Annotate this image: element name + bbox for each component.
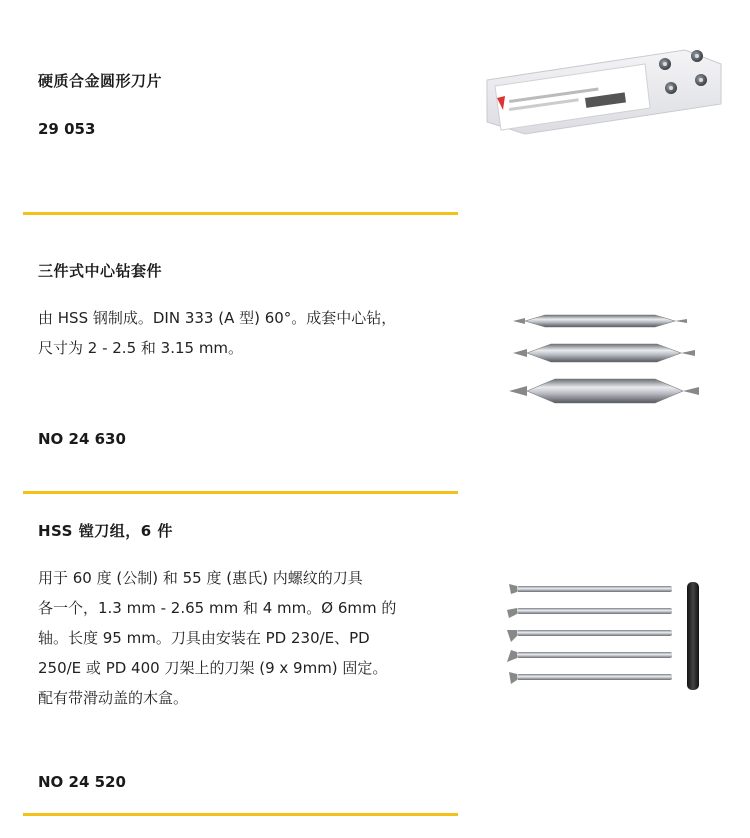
product-description-line: 各一个，1.3 mm - 2.65 mm 和 4 mm。Ø 6mm 的 bbox=[38, 599, 397, 617]
section-divider bbox=[23, 491, 458, 494]
boring-bar-set-image bbox=[505, 580, 710, 695]
product-code: NO 24 630 bbox=[38, 430, 126, 448]
product-description-line: 用于 60 度 (公制) 和 55 度 (惠氏) 内螺纹的刀具 bbox=[38, 569, 363, 587]
product-description-line: 由 HSS 钢制成。DIN 333 (A 型) 60°。成套中心钻， bbox=[38, 309, 397, 327]
product-description-line: 轴。长度 95 mm。刀具由安装在 PD 230/E、PD bbox=[38, 629, 370, 647]
product-description-line: 配有带滑动盖的木盒。 bbox=[38, 689, 189, 707]
product-code: 29 053 bbox=[38, 120, 96, 138]
product-description-line: 250/E 或 PD 400 刀架上的刀架 (9 x 9mm) 固定。 bbox=[38, 659, 388, 677]
product-description bbox=[38, 303, 458, 363]
center-drill-set-image bbox=[505, 305, 700, 415]
section-divider bbox=[23, 212, 458, 215]
product-description bbox=[38, 563, 458, 713]
section-divider bbox=[23, 813, 458, 816]
carbide-insert-box-image bbox=[485, 38, 725, 138]
product-title: HSS 镗刀组，6 件 bbox=[38, 522, 173, 540]
product-code: NO 24 520 bbox=[38, 773, 126, 791]
product-title: 硬质合金圆形刀片 bbox=[38, 72, 163, 90]
product-description-line: 尺寸为 2 - 2.5 和 3.15 mm。 bbox=[38, 339, 244, 357]
product-title: 三件式中心钻套件 bbox=[38, 262, 163, 280]
